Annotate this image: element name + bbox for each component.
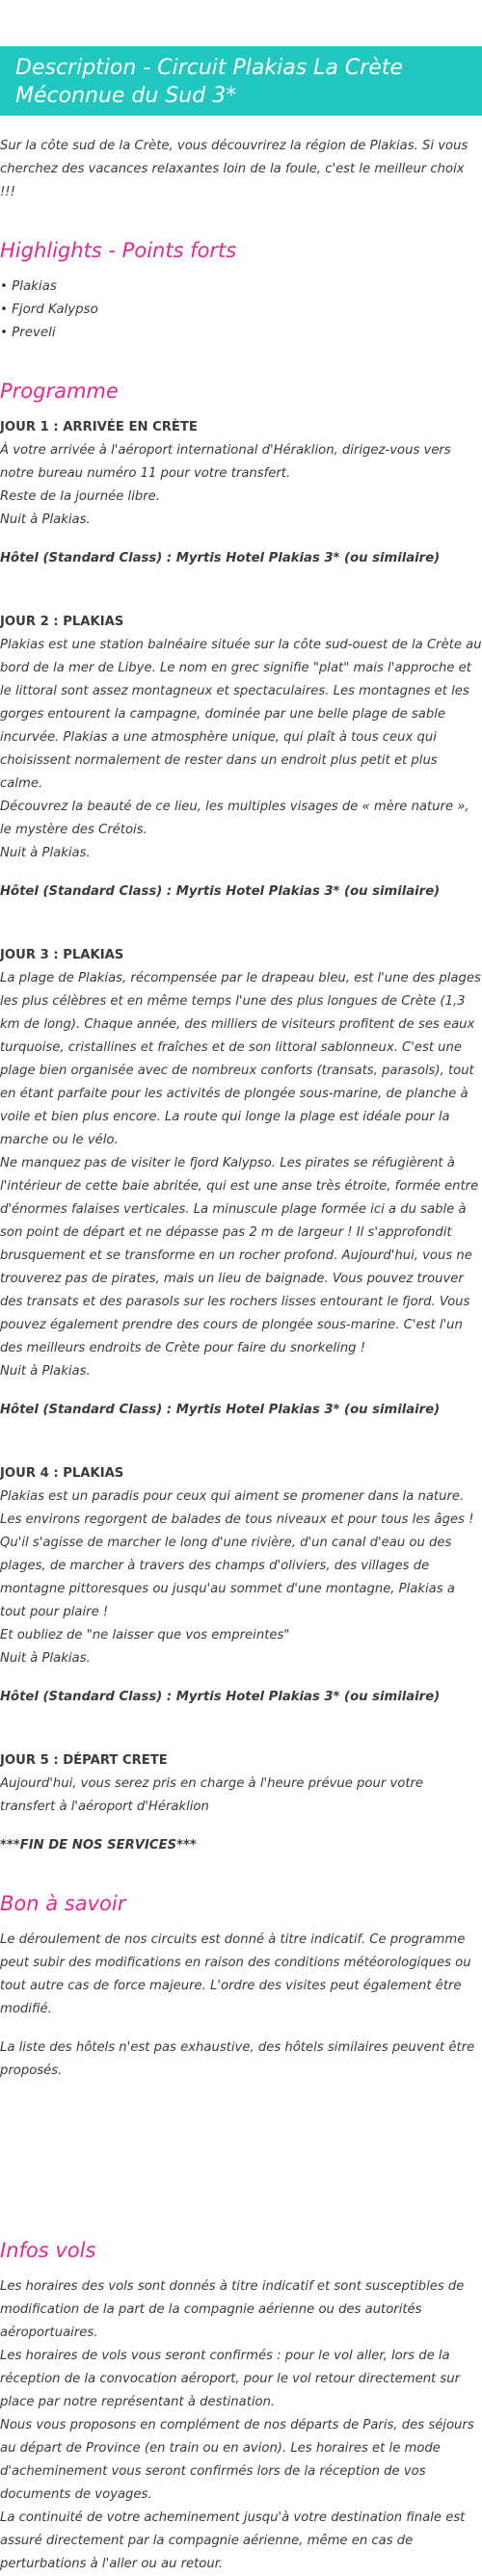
- day-hotel: Hôtel (Standard Class) : Myrtis Hotel Plakias 3* (ou similaire): [0, 884, 441, 899]
- spacer: [0, 570, 482, 611]
- infos-vols-paragraph: Nous vous proposons en complément de nos départs de Paris, des séjours au départ de Province (en train ou en avion). Les horaires et le mode d'acheminement vous seront confirmés lors de la réception de vos documents de voyages.: [0, 2418, 474, 2502]
- day-paragraph: Plakias est une station balnéaire située sur la côte sud-ouest de la Crète au bord de la mer de Libye. Le nom en grec signifie "plat" mais l'approche et le littoral sont assez montagneux et spectaculaires. Les montagnes et les gorges entourent la campagne, dominée par une belle plage de sable incurvée. Plakias a une atmosphère unique, qui plaît à tous ceux qui choisissent normalement de rester dans un endroit plus petit et plus calme.: [0, 638, 482, 791]
- infos-vols-heading: Infos vols: [0, 2239, 96, 2262]
- intro-text: Sur la côte sud de la Crète, vous découvrirez la région de Plakias. Si vous cherchez des vacances relaxantes loin de la foule, c'est le meilleur choix !!!: [0, 139, 469, 199]
- bon-a-savoir-paragraph: La liste des hôtels n'est pas exhaustive, des hôtels similaires peuvent être proposés.: [0, 2040, 475, 2078]
- day-4: [0, 1462, 482, 1709]
- day-paragraph: Plakias est un paradis pour ceux qui aiment se promener dans la nature. Les environs regorgent de balades de tous niveaux et pour tous les âges ! Qu'il s'agisse de marcher le long d'une rivière, d'un canal d'eau ou des plages, de marcher à travers des champs d'oliviers, des villages de montagne pittoresques ou jusqu'au sommet d'une montagne, Plakias a tout pour plaire !: [0, 1489, 474, 1619]
- day-title: JOUR 5 : DÉPART CRETE: [0, 1753, 168, 1768]
- day-paragraph: Nuit à Plakias.: [0, 513, 91, 527]
- day-paragraph: Nuit à Plakias.: [0, 1364, 91, 1379]
- day-3: [0, 944, 482, 1422]
- day-body: [0, 634, 482, 865]
- day-body: [0, 439, 482, 532]
- day-paragraph: Découvrez la beauté de ce lieu, les multiples visages de « mère nature », le mystère des Crétois.: [0, 800, 469, 837]
- day-hotel: Hôtel (Standard Class) : Myrtis Hotel Plakias 3* (ou similaire): [0, 551, 441, 565]
- day-2: [0, 611, 482, 904]
- day-title: JOUR 2 : PLAKIAS: [0, 615, 124, 629]
- day-paragraph: Nuit à Plakias.: [0, 846, 91, 860]
- spacer: [0, 1422, 482, 1462]
- bon-a-savoir-paragraph: Le déroulement de nos circuits est donné à titre indicatif. Ce programme peut subir des modifications en raison des conditions météorologiques ou tout autre cas de force majeure. L'ordre des visites peut également être modifié.: [0, 1932, 471, 2016]
- day-paragraph: La plage de Plakias, récompensée par le drapeau bleu, est l'une des plages les plus célèbres et en même temps l'une des plus longues de Crète (1,3 km de long). Chaque année, des milliers de visiteurs profitent de ses eaux turquoise, cristallines et fraîches et de son littoral sablonneux. C'est une plage bien organisée avec de nombreux conforts (transats, parasols), tout en étant parfaite pour les activités de plongée sous-marine, de planche à voile et bien plus encore. La route qui longe la plage est idéale pour la marche ou le vélo.: [0, 971, 481, 1147]
- day-title: JOUR 1 : ARRIVÉE EN CRÈTE: [0, 420, 198, 434]
- day-paragraph: Nuit à Plakias.: [0, 1651, 91, 1666]
- page-title: Description - Circuit Plakias La Crète Méconnue du Sud 3*: [15, 56, 403, 108]
- day-body: [0, 1773, 482, 1819]
- day-paragraph: Ne manquez pas de visiter le fjord Kalypso. Les pirates se réfugièrent à l'intérieur de cette baie abritée, qui est une anse très étroite, formée entre d'énormes falaises verticales. La minuscule plage formée ici a du sable à son point de départ et ne dépasse pas 2 m de largeur ! Il s'approfondit brusquement et se transforme en un rocher profond. Aujourd'hui, vous ne trouverez pas de pirates, mais un lieu de baignade. Vous pouvez trouver des transats et des parasols sur les rochers lisses entourant le fjord. Vous pouvez également prendre des cours de plongée sous-marine. C'est l'un des meilleurs endroits de Crète pour faire du snorkeling !: [0, 1156, 479, 1355]
- programme-heading: Programme: [0, 380, 119, 403]
- infos-vols-paragraph: La continuité de votre acheminement jusqu'à votre destination finale est assuré directement par la compagnie aérienne, même en cas de perturbations à l'aller ou au retour.: [0, 2510, 466, 2571]
- day-hotel: Hôtel (Standard Class) : Myrtis Hotel Plakias 3* (ou similaire): [0, 1690, 441, 1704]
- bon-a-savoir-heading: Bon à savoir: [0, 1892, 126, 1915]
- day-body: [0, 967, 482, 1383]
- highlight-item: • Preveli: [0, 322, 482, 345]
- highlight-item: • Plakias: [0, 276, 482, 299]
- content: [0, 135, 482, 2576]
- day-paragraph: Et oubliez de "ne laisser que vos empreintes": [0, 1628, 290, 1643]
- day-paragraph: À votre arrivée à l'aéroport international d'Héraklion, dirigez-vous vers notre bureau numéro 11 pour votre transfert.: [0, 443, 451, 481]
- day-title: JOUR 4 : PLAKIAS: [0, 1466, 124, 1481]
- end-services: ***FIN DE NOS SERVICES***: [0, 1838, 197, 1853]
- spacer: [0, 1709, 482, 1749]
- day-hotel: Hôtel (Standard Class) : Myrtis Hotel Plakias 3* (ou similaire): [0, 1403, 441, 1417]
- highlight-item: • Fjord Kalypso: [0, 299, 482, 322]
- title-bar: [0, 46, 482, 116]
- spacer: [0, 2098, 482, 2204]
- infos-vols-paragraph: Les horaires de vols vous seront confirmés : pour le vol aller, lors de la réception de la convocation aéroport, pour le vol retour directement sur place par notre représentant à destination.: [0, 2349, 461, 2409]
- day-1: [0, 416, 482, 570]
- infos-vols-body: [0, 2275, 482, 2576]
- day-paragraph: Aujourd'hui, vous serez pris en charge à l'heure prévue pour votre transfert à l'aéroport d'Héraklion: [0, 1776, 424, 1814]
- spacer: [0, 904, 482, 944]
- day-5: [0, 1749, 482, 1819]
- day-body: [0, 1485, 482, 1670]
- infos-vols-paragraph: Les horaires des vols sont donnés à titre indicatif et sont susceptibles de modification de la part de la compagnie aérienne ou des autorités aéroportuaires.: [0, 2279, 465, 2340]
- highlights-heading: Highlights - Points forts: [0, 239, 237, 262]
- bon-a-savoir-body: [0, 1929, 482, 2083]
- highlights-list: [0, 276, 482, 345]
- day-title: JOUR 3 : PLAKIAS: [0, 948, 124, 962]
- day-paragraph: Reste de la journée libre.: [0, 489, 160, 504]
